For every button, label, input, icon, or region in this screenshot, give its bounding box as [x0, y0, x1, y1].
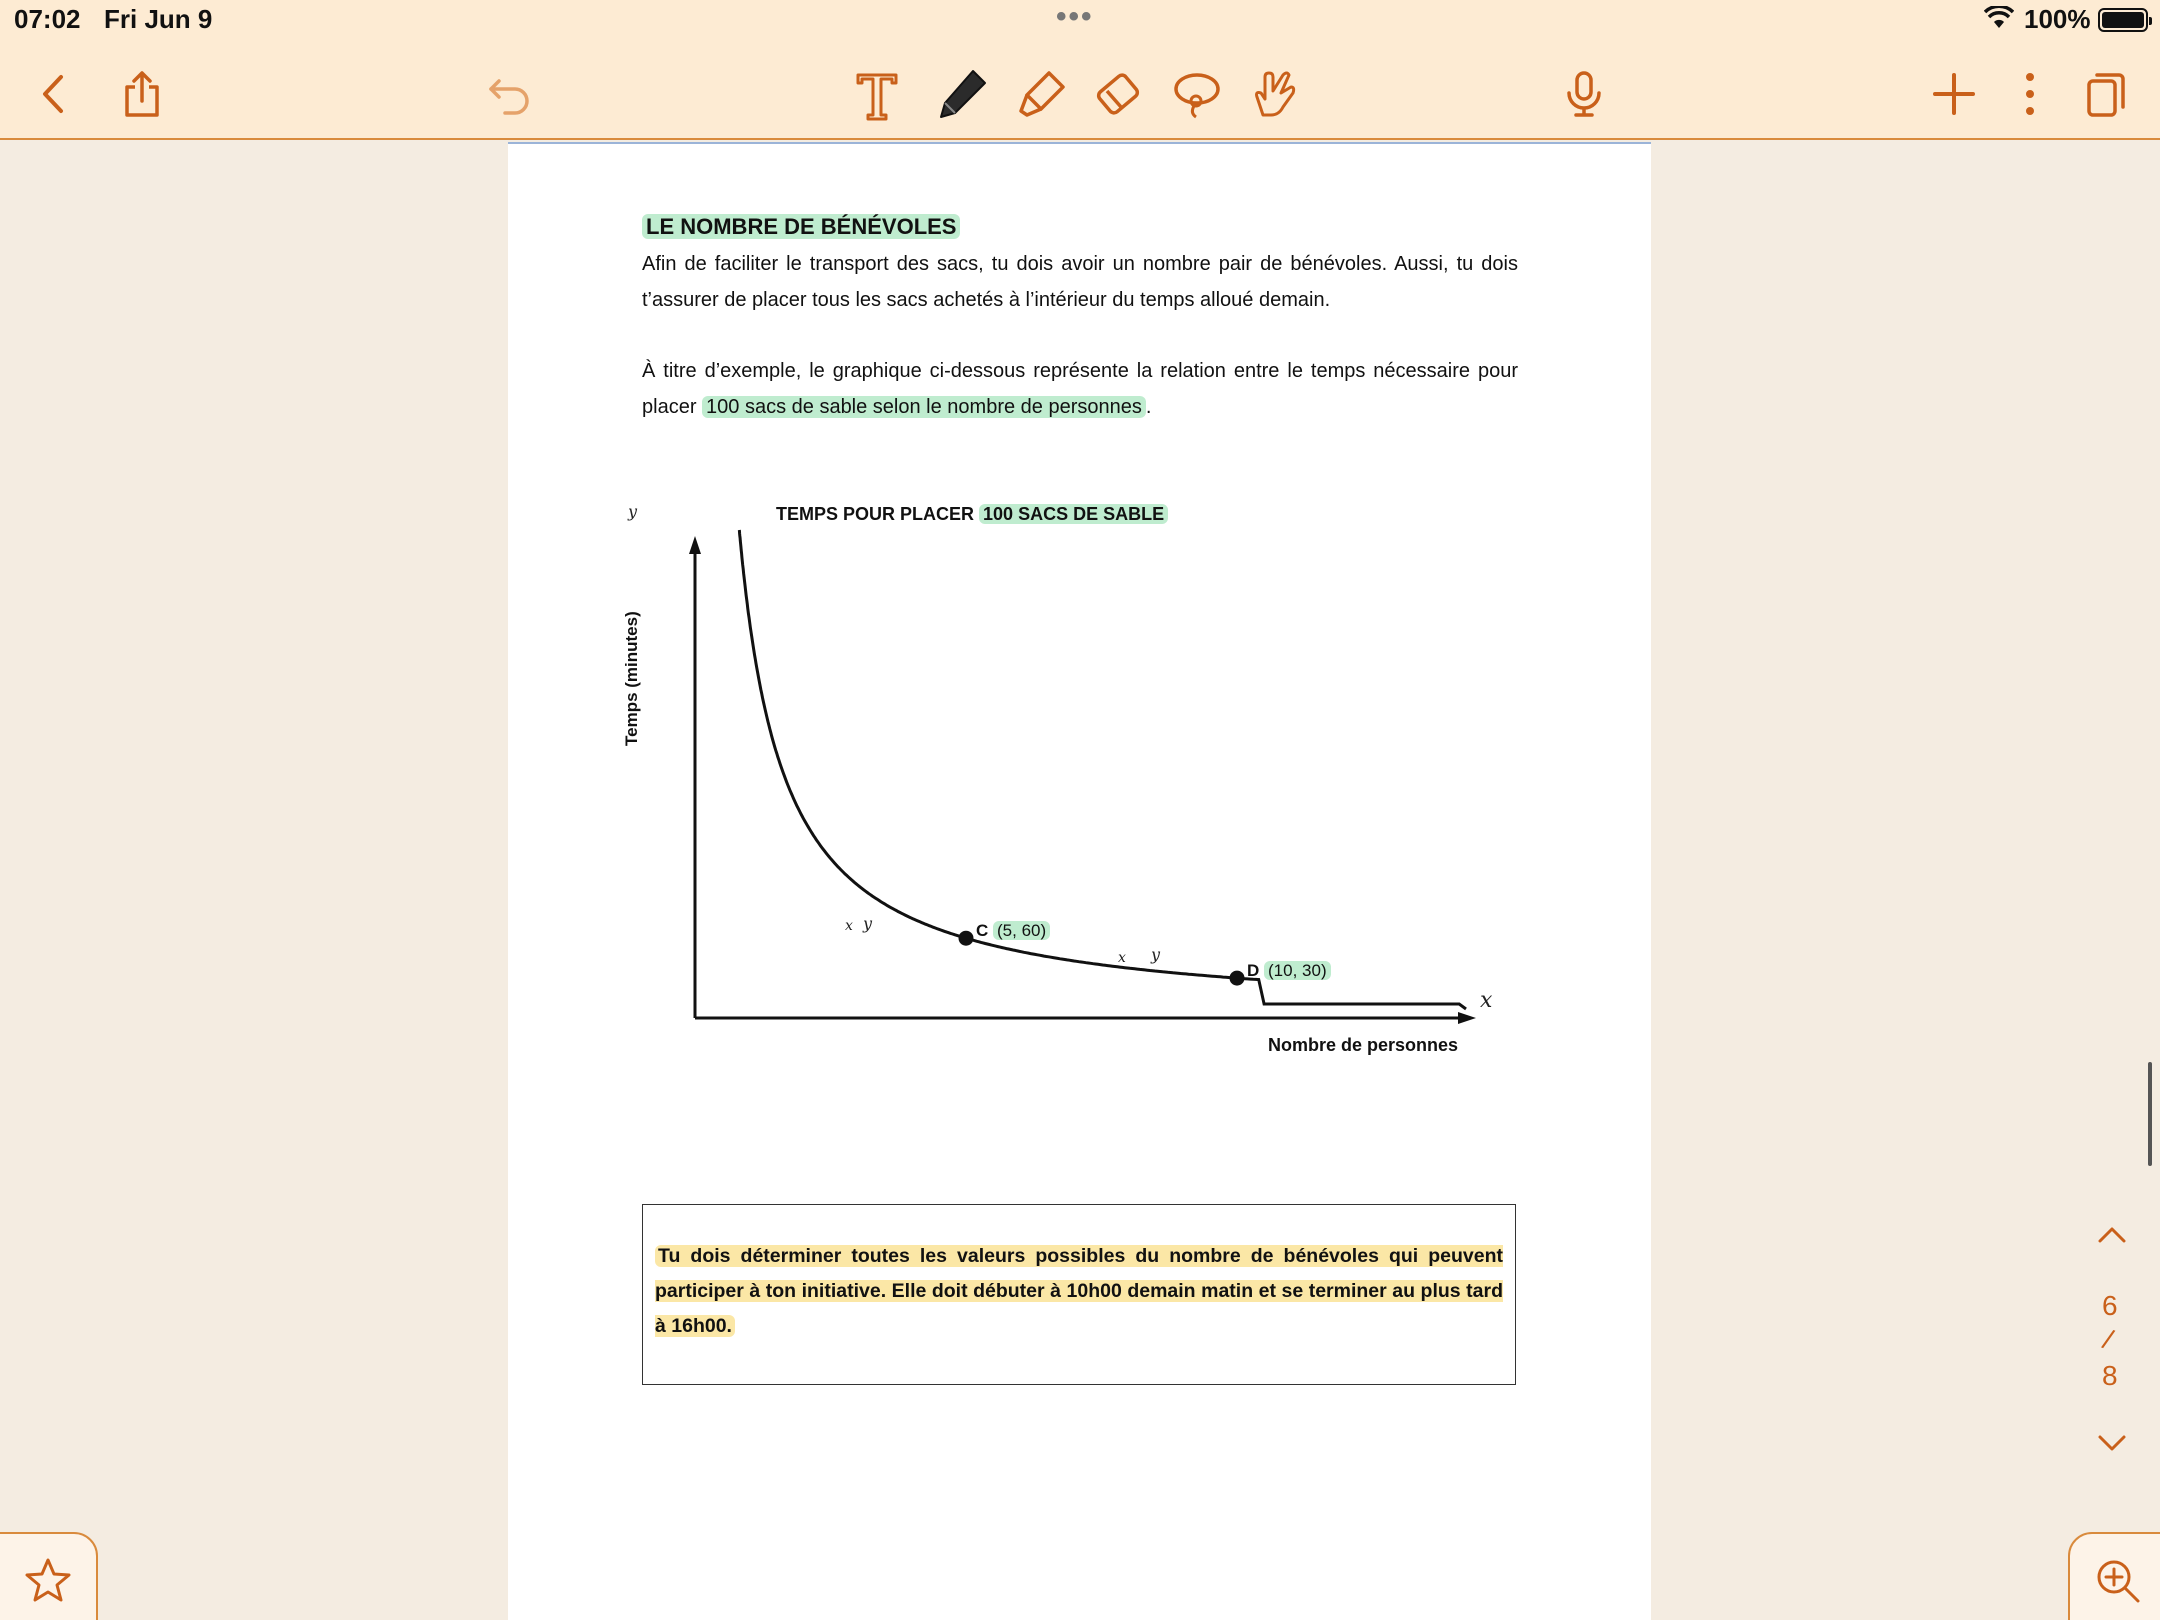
- point-d-name: D: [1247, 961, 1260, 981]
- y-axis-arrow: [689, 536, 701, 554]
- chart-title-part2: 100 SACS DE SABLE: [979, 504, 1168, 524]
- chart-x-axis-label: Nombre de personnes: [1268, 1035, 1459, 1055]
- battery-percentage: 100%: [2024, 4, 2091, 34]
- star-icon: [23, 1556, 73, 1606]
- handwritten-x-annotation: x: [1480, 988, 1493, 1013]
- top-toolbar: [0, 0, 2160, 140]
- status-date: Fri Jun 9: [104, 4, 213, 34]
- page-down-icon[interactable]: [2096, 1430, 2128, 1462]
- battery-icon: [2098, 8, 2148, 32]
- paragraph-1: Afin de faciliter le transport des sacs, tu dois avoir un nombre pair de bénévoles. Aussi, tu dois t’assurer de placer tous les sacs achetés à l’intérieur du temps alloué demain.: [642, 253, 1518, 311]
- chart-curve-line: [739, 530, 1466, 1009]
- more-icon[interactable]: [2000, 64, 2060, 124]
- hand-tool-icon[interactable]: [1244, 64, 1304, 124]
- point-d-coordinates: (10, 30): [1264, 961, 1331, 980]
- wifi-icon: [1984, 6, 2014, 37]
- chart-axes: [689, 536, 1476, 1024]
- document-page[interactable]: [508, 142, 1651, 1620]
- heading-text: LE NOMBRE DE BÉNÉVOLES: [642, 214, 960, 239]
- x-axis-arrow: [1458, 1012, 1476, 1024]
- share-icon[interactable]: [112, 64, 172, 124]
- highlighter-tool-icon[interactable]: [1012, 64, 1072, 124]
- pages-icon[interactable]: [2076, 64, 2136, 124]
- point-c-coordinates: (5, 60): [993, 921, 1050, 940]
- handwritten-d-x-annotation: x: [1118, 950, 1126, 966]
- point-c-label: [976, 921, 1050, 941]
- handwritten-c-y-annotation: y: [863, 914, 873, 933]
- status-time: 07:02: [14, 4, 81, 34]
- add-icon[interactable]: [1924, 64, 1984, 124]
- pen-tool-icon[interactable]: [932, 64, 992, 124]
- paragraph-2-highlight: 100 sacs de sable selon le nombre de personnes: [702, 396, 1146, 418]
- paragraph-2-start: À titre d’exemple, le graphique ci-dessous représente la relation entre le temps nécessaire pour placer: [642, 360, 1518, 418]
- zoom-in-icon: [2093, 1556, 2143, 1606]
- total-page-number: 8: [2102, 1360, 2118, 1391]
- multitasking-dots-icon[interactable]: •••: [1056, 0, 1094, 33]
- point-d-label: [1247, 961, 1331, 981]
- undo-icon[interactable]: [480, 64, 540, 124]
- microphone-icon[interactable]: [1554, 64, 1614, 124]
- task-box-highlight: Tu dois déterminer toutes les valeurs possibles du nombre de bénévoles qui peuvent participer à ton initiative. Elle doit débuter à 10h00 demain matin et se terminer au plus tard à 16h00.: [655, 1245, 1503, 1337]
- scrollbar[interactable]: [2148, 1062, 2152, 1166]
- page-up-icon[interactable]: [2096, 1222, 2128, 1254]
- lasso-tool-icon[interactable]: [1167, 64, 1227, 124]
- chart-y-axis-label: Temps (minutes): [622, 611, 641, 746]
- handwritten-y-annotation: y: [628, 502, 638, 521]
- paragraph-2-end: .: [1145, 396, 1152, 418]
- point-c-name: C: [976, 921, 989, 941]
- back-icon[interactable]: [24, 64, 84, 124]
- page-top-border: [508, 142, 1651, 144]
- status-bar: [0, 0, 2160, 40]
- handwritten-d-y-annotation: y: [1151, 945, 1161, 964]
- chart-point-c: [959, 931, 974, 946]
- task-box: [642, 1204, 1516, 1385]
- chart-title-part1: TEMPS POUR PLACER: [776, 504, 980, 524]
- handwritten-c-x-annotation: x: [845, 918, 853, 934]
- text-tool-icon[interactable]: [847, 64, 907, 124]
- current-page-number: 6: [2102, 1290, 2118, 1321]
- chart-point-d: [1230, 971, 1245, 986]
- zoom-button[interactable]: [2068, 1532, 2160, 1620]
- page-separator: /: [2099, 1323, 2118, 1356]
- task-box-text: [655, 1239, 1503, 1344]
- favorite-button[interactable]: [0, 1532, 98, 1620]
- eraser-tool-icon[interactable]: [1088, 64, 1148, 124]
